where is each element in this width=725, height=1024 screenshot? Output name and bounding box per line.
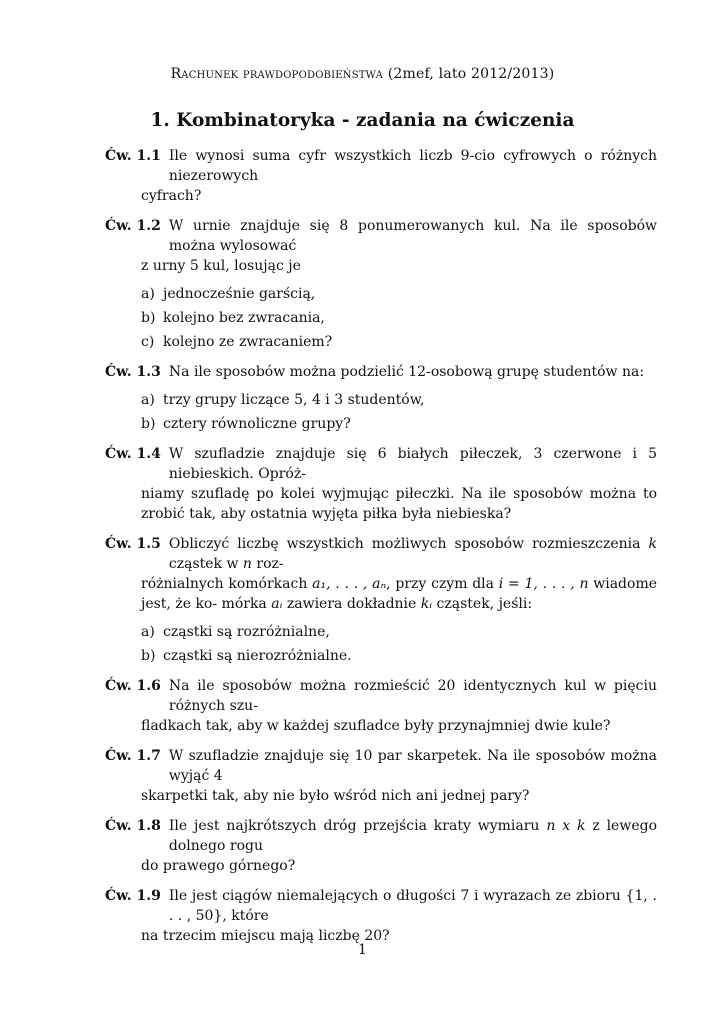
list-item <box>141 390 657 410</box>
exercise-text: Ile wynosi suma cyfr wszystkich liczb 9-cio cyfrowych o różnych niezerowych <box>168 148 657 184</box>
exercise-text-cont: fladkach tak, aby w każdej szufladce były przynajmniej dwie kule? <box>141 718 611 734</box>
math-ki: kᵢ <box>420 596 433 612</box>
list-item <box>141 622 657 642</box>
math-sequence: a₁, . . . , aₙ <box>312 576 387 592</box>
exercise-1-5 <box>105 534 657 666</box>
exercise-1-8 <box>105 816 657 876</box>
item-text: cząstki są nierozróżnialne. <box>163 648 352 664</box>
item-marker: a) <box>141 286 155 302</box>
subitem-list <box>141 284 657 352</box>
list-item <box>141 284 657 304</box>
text-fragment: różnialnych komórkach <box>141 576 308 592</box>
exercise-label: Ćw. 1.1 <box>105 148 161 164</box>
running-header <box>0 66 725 82</box>
exercise-list <box>105 146 657 956</box>
item-text: jednocześnie garścią, <box>163 286 316 302</box>
exercise-1-4 <box>105 444 657 524</box>
math-range: i = 1, . . . , n <box>498 576 589 592</box>
exercise-label: Ćw. 1.8 <box>105 818 161 834</box>
exercise-label: Ćw. 1.2 <box>105 218 161 234</box>
item-text: kolejno ze zwracaniem? <box>163 334 333 350</box>
exercise-text-cont <box>141 574 657 614</box>
math-ai: aᵢ <box>271 596 283 612</box>
exercise-1-7 <box>105 746 657 806</box>
list-item <box>141 308 657 328</box>
text-fragment: cząstek w <box>168 556 239 572</box>
item-marker: b) <box>141 310 156 326</box>
exercise-text-cont: do prawego górnego? <box>141 858 296 874</box>
item-marker: c) <box>141 334 155 350</box>
item-text: trzy grupy liczące 5, 4 i 3 studentów, <box>163 392 425 408</box>
exercise-label: Ćw. 1.4 <box>105 446 161 462</box>
exercise-text: Na ile sposobów można podzielić 12-osobową grupę studentów na: <box>168 364 645 380</box>
math-n: n <box>242 556 252 572</box>
exercise-label: Ćw. 1.7 <box>105 748 161 764</box>
item-text: cząstki są rozróżnialne, <box>163 624 330 640</box>
exercise-label: Ćw. 1.5 <box>105 536 161 552</box>
subitem-list <box>141 622 657 666</box>
text-fragment: z lewego dolnego rogu <box>168 818 657 854</box>
item-text: kolejno bez zwracania, <box>163 310 325 326</box>
text-fragment: roz- <box>256 556 284 572</box>
text-fragment: Ile jest najkrótszych dróg przejścia kraty wymiaru <box>168 818 540 834</box>
item-marker: a) <box>141 392 155 408</box>
text-fragment: Ile jest ciągów niemalejących o długości 7 i wyrazach ze zbioru <box>168 888 621 904</box>
item-text: cztery równoliczne grupy? <box>163 416 351 432</box>
text-fragment: zawiera dokładnie <box>286 596 417 612</box>
exercise-text: W szufladzie znajduje się 6 białych piłeczek, 3 czerwone i 5 niebieskich. Opróż- <box>168 446 657 482</box>
exercise-label: Ćw. 1.9 <box>105 888 161 904</box>
exercise-text <box>169 534 657 574</box>
exercise-text-cont: skarpetki tak, aby nie było wśród nich ani jednej pary? <box>141 788 530 804</box>
subitem-list <box>141 390 657 434</box>
exercise-text: W szufladzie znajduje się 10 par skarpetek. Na ile sposobów można wyjąć 4 <box>168 748 657 784</box>
exercise-1-6 <box>105 676 657 736</box>
list-item <box>141 414 657 434</box>
exercise-text <box>169 816 657 856</box>
exercise-text-cont: niamy szufladę po kolei wyjmując piłeczki. Na ile sposobów można to zrobić tak, aby ostatnia wyjęta piłka była niebieska? <box>141 486 657 522</box>
text-fragment: mórka <box>221 596 267 612</box>
page-number: 1 <box>358 942 367 958</box>
text-fragment: , przy czym dla <box>386 576 495 592</box>
exercise-1-3 <box>105 362 657 434</box>
item-marker: b) <box>141 416 156 432</box>
text-fragment: wiadome jest, że ko- <box>141 576 658 612</box>
header-details: (2mef, lato 2012/2013) <box>387 66 555 82</box>
exercise-1-9 <box>105 886 657 946</box>
math-k: k <box>648 536 657 552</box>
list-item <box>141 332 657 352</box>
math-set: {1, . . . , 50} <box>168 888 657 924</box>
exercise-text: W urnie znajduje się 8 ponumerowanych kul. Na ile sposobów można wylosować <box>168 218 657 254</box>
exercise-label: Ćw. 1.3 <box>105 364 161 380</box>
exercise-label: Ćw. 1.6 <box>105 678 161 694</box>
exercise-text-cont: cyfrach? <box>141 188 202 204</box>
exercise-text-cont: na trzecim miejscu mają liczbę 20? <box>141 928 390 944</box>
header-subject: Rachunek prawdopodobieństwa <box>170 66 384 82</box>
text-fragment: Obliczyć liczbę wszystkich możliwych sposobów rozmieszczenia <box>168 536 641 552</box>
item-marker: b) <box>141 648 156 664</box>
item-marker: a) <box>141 624 155 640</box>
math-dimension: n x k <box>546 818 586 834</box>
text-fragment: cząstek, jeśli: <box>436 596 533 612</box>
exercise-text: Na ile sposobów można rozmieścić 20 identycznych kul w pięciu różnych szu- <box>168 678 657 714</box>
exercise-text <box>169 886 657 926</box>
exercise-1-1 <box>105 146 657 206</box>
exercise-1-2 <box>105 216 657 352</box>
list-item <box>141 646 657 666</box>
page-title: 1. Kombinatoryka - zadania na ćwiczenia <box>150 110 575 131</box>
text-fragment: , które <box>222 908 269 924</box>
exercise-text-cont: z urny 5 kul, losując je <box>141 258 301 274</box>
